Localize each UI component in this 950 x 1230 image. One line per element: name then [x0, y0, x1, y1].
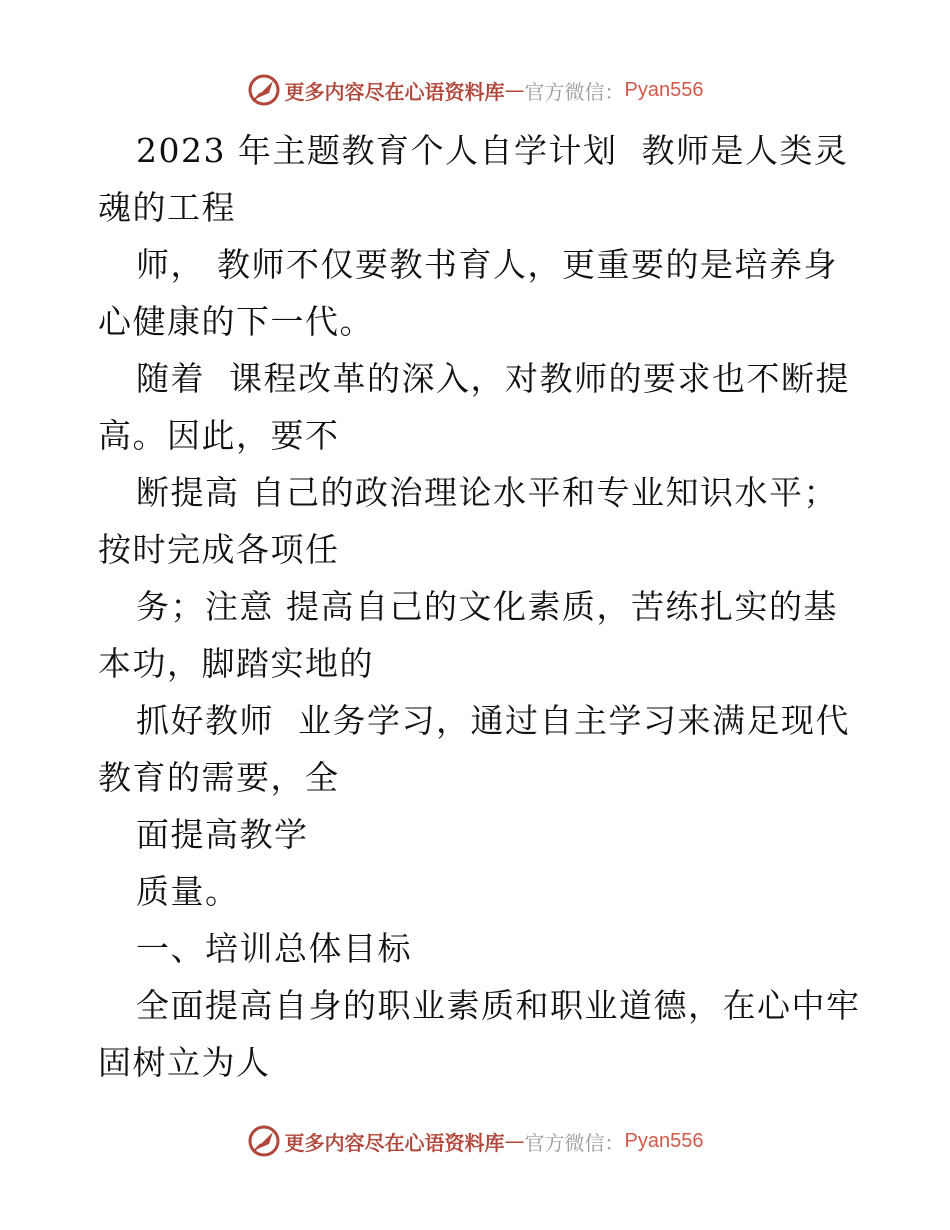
text-line: 魂的工程: [98, 188, 236, 227]
footer-watermark-banner: [0, 1121, 950, 1161]
banner-official-label: 官方微信：: [524, 1130, 625, 1155]
banner-separator: —: [504, 1129, 525, 1153]
text-line: 心健康的下一代。: [98, 302, 374, 341]
feather-logo-icon: [247, 1124, 281, 1158]
banner-text: 更多内容尽在心语资料库: [284, 79, 505, 104]
text-line: 按时完成各项任: [98, 530, 340, 569]
text-line: 务；注意 提高自己的文化素质，苦练扎实的基: [136, 587, 838, 626]
header-watermark-banner: [0, 70, 950, 110]
banner-text: 更多内容尽在心语资料库: [284, 1130, 505, 1155]
text-line: 质量。: [136, 872, 240, 911]
banner-separator: —: [504, 78, 525, 102]
banner-official-label: 官方微信：: [524, 79, 625, 104]
text-line: 本功，脚踏实地的: [98, 644, 374, 683]
text-line: 全面提高自身的职业素质和职业道德，在心中牢: [136, 986, 861, 1025]
document-body: [98, 122, 861, 1091]
text-line: 教育的需要，全: [98, 758, 340, 797]
text-line: 2023 年主题教育个人自学计划 教师是人类灵: [136, 131, 849, 170]
banner-wechat-id: Pyan556: [624, 1129, 704, 1152]
text-line: 断提高 自己的政治理论水平和专业知识水平；: [136, 473, 838, 512]
text-line: 抓好教师 业务学习，通过自主学习来满足现代: [136, 701, 850, 740]
feather-logo-icon: [247, 73, 281, 107]
text-line: 固树立为人: [98, 1043, 271, 1082]
text-line: 面提高教学: [136, 815, 309, 854]
section-heading: 一、培训总体目标: [136, 929, 412, 968]
text-line: 高。因此，要不: [98, 416, 340, 455]
text-line: 师， 教师不仅要教书育人，更重要的是培养身: [136, 245, 838, 284]
text-line: 随着 课程改革的深入，对教师的要求也不断提: [136, 359, 850, 398]
banner-wechat-id: Pyan556: [624, 78, 704, 101]
